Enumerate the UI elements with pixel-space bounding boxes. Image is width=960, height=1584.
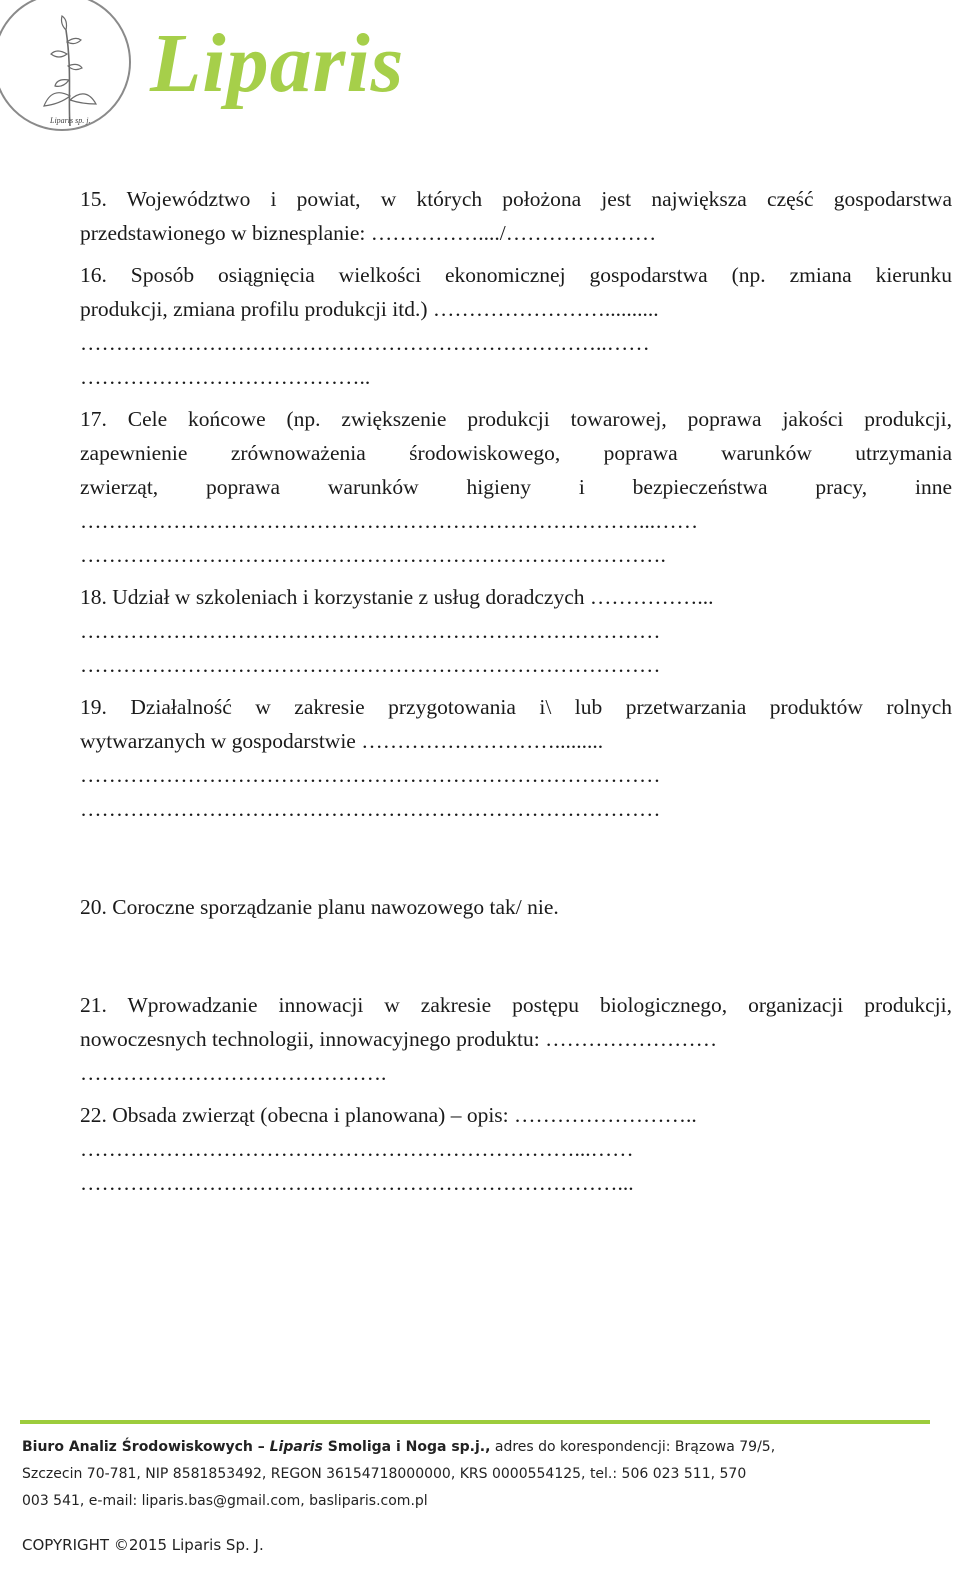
question-15 <box>80 182 952 250</box>
question-line: nowoczesnych technologii, innowacyjnego produktu: …………………… <box>80 1027 718 1051</box>
logo-emblem <box>0 0 140 140</box>
footer-line: Szczecin 70-781, NIP 8581853492, REGON 36154718000000, KRS 0000554125, tel.: 506 023 511, 570 <box>22 1466 747 1482</box>
question-line: 19. Działalność w zakresie przygotowania i\ lub przetwarzania produktów rolnych <box>80 695 952 719</box>
question-line: produkcji, zmiana profilu produkcji itd.) …………………….......... <box>80 297 659 321</box>
answer-dots-line[interactable]: ………………………………….. <box>80 365 371 389</box>
question-line: 21. Wprowadzanie innowacji w zakresie postępu biologicznego, organizacji produkcji, <box>80 993 952 1017</box>
question-line: 16. Sposób osiągnięcia wielkości ekonomicznej gospodarstwa (np. zmiana kierunku <box>80 263 952 287</box>
question-line: 20. Coroczne sporządzanie planu nawozowego tak/ nie. <box>80 895 559 919</box>
answer-dots-line[interactable]: ……………………………………………………………………...…… <box>80 509 699 533</box>
footer-line: Biuro Analiz Środowiskowych – Liparis Smoliga i Noga sp.j., adres do korespondencji: Brązowa 79/5, <box>22 1439 776 1455</box>
footer-line: 003 541, e-mail: liparis.bas@gmail.com, basliparis.com.pl <box>22 1493 428 1509</box>
answer-dots-line[interactable]: ……………………………………………………………………… <box>80 653 661 677</box>
question-20 <box>80 890 952 924</box>
question-18 <box>80 580 952 682</box>
answer-dots-line[interactable]: ……………………………………………………………………… <box>80 763 661 787</box>
answer-dots-line[interactable]: ………………………………………………………………..…… <box>80 331 650 355</box>
question-16 <box>80 258 952 394</box>
questionnaire <box>80 182 952 1200</box>
question-22 <box>80 1098 952 1200</box>
answer-dots-line[interactable]: ……………………………………………………………………… <box>80 619 661 643</box>
question-line: wytwarzanych w gospodarstwie ………………………......... <box>80 729 604 753</box>
question-line: 22. Obsada zwierząt (obecna i planowana) – opis: …………………….. <box>80 1103 697 1127</box>
question-line: zwierząt, poprawa warunków higieny i bezpieczeństwa pracy, inne <box>80 475 952 499</box>
question-line: 17. Cele końcowe (np. zwiększenie produkcji towarowej, poprawa jakości produkcji, <box>80 407 952 431</box>
answer-dots-line[interactable]: ……………………………………. <box>80 1061 387 1085</box>
question-19 <box>80 690 952 826</box>
copyright-notice: COPYRIGHT ©2015 Liparis Sp. J. <box>22 1536 264 1554</box>
emblem-caption: Liparis sp. j. <box>50 116 91 125</box>
question-21 <box>80 988 952 1090</box>
question-line: 15. Województwo i powiat, w których położona jest największa część gospodarstwa <box>80 187 952 211</box>
logo-wordmark: Liparis <box>150 17 405 110</box>
question-17 <box>80 402 952 572</box>
question-line: 18. Udział w szkoleniach i korzystanie z usług doradczych ……………... <box>80 585 714 609</box>
footer-address <box>22 1434 922 1515</box>
footer-rule <box>20 1420 930 1424</box>
answer-dots-line[interactable]: …………………………………………………………………... <box>80 1171 634 1195</box>
question-line: zapewnienie zrównoważenia środowiskowego, poprawa warunków utrzymania <box>80 441 952 465</box>
answer-dots-line[interactable]: ……………………………………………………………...…… <box>80 1137 634 1161</box>
answer-dots-line[interactable]: ……………………………………………………………………… <box>80 797 661 821</box>
answer-dots-line[interactable]: ………………………………………………………………………. <box>80 543 666 567</box>
question-line: przedstawionego w biznesplanie: ……………..../………………… <box>80 221 657 245</box>
